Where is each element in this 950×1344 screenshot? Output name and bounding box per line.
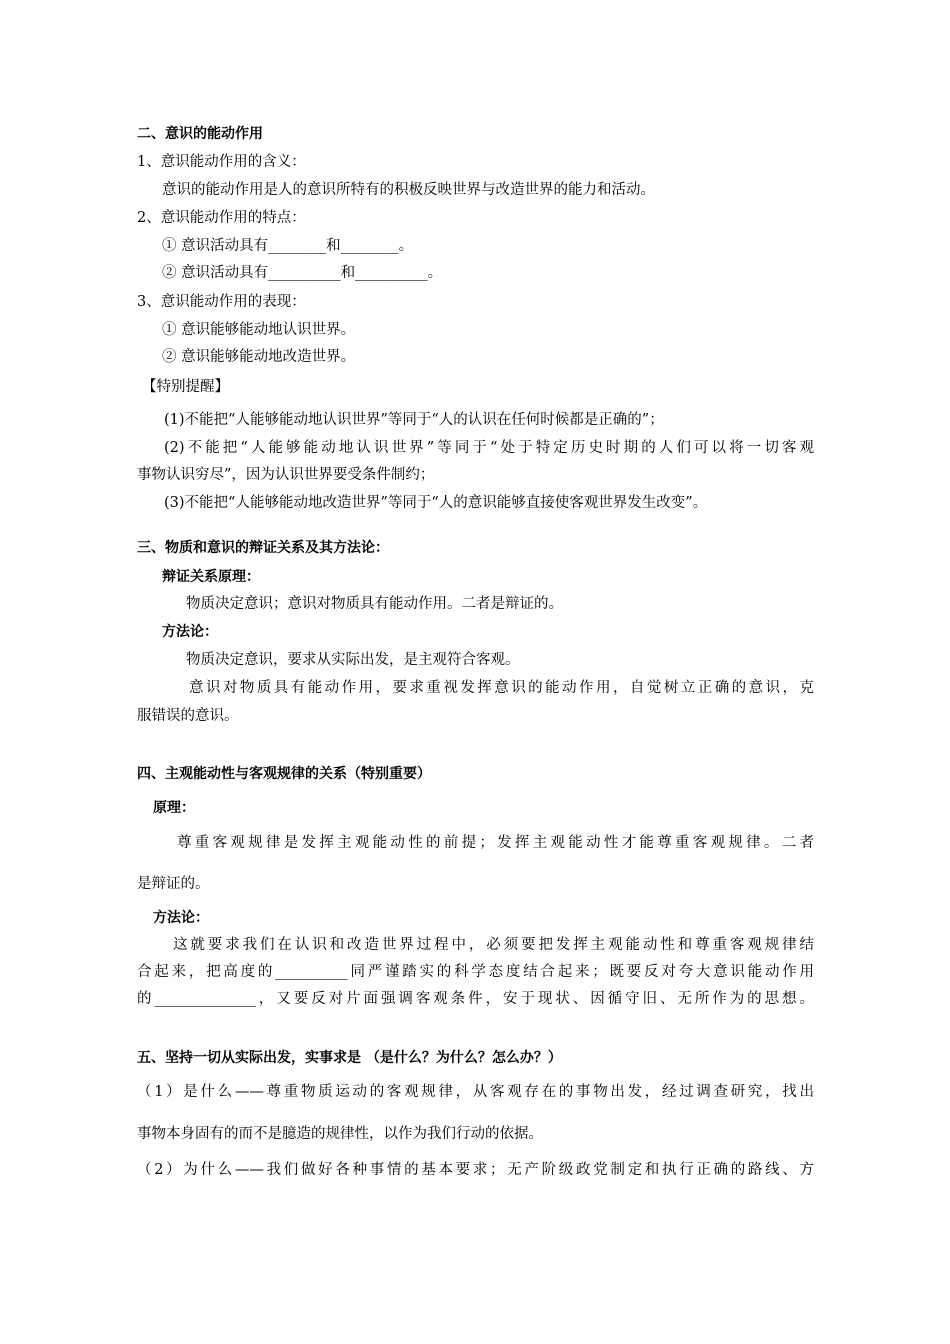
- item-1-label: 1、意识能动作用的含义：: [137, 154, 306, 170]
- reminder-2-line-1: (2)不能把“人能够能动地认识世界”等同于“处于特定历史时期的人们可以将一切客观: [164, 440, 814, 456]
- section-4-method-line-2: 合起来，把高度的__________同严谨踏实的科学态度结合起来；既要反对夸大意识能动作用: [137, 964, 814, 980]
- section-3-method-label: 方法论：: [162, 624, 218, 640]
- reminder-1: (1)不能把“人能够能动地认识世界”等同于“人的认识在任何时候都是正确的”；: [164, 412, 664, 428]
- reminder-2-line-2: 事物认识穷尽”，因为认识世界要受条件制约；: [137, 467, 435, 483]
- item-3b: ② 意识能够能动地改造世界。: [162, 349, 356, 365]
- section-5-item-1-line-1: （1）是什么——尊重物质运动的客观规律，从客观存在的事物出发，经过调查研究，找出: [137, 1084, 814, 1100]
- section-4-heading: 四、主观能动性与客观规律的关系（特别重要）: [137, 766, 431, 782]
- section-5-heading: 五、坚持一切从实际出发，实事求是 （是什么？为什么？怎么办？）: [137, 1050, 562, 1066]
- reminder-label: 【特别提醒】: [142, 379, 229, 395]
- section-3-method-2-line-2: 服错误的意识。: [137, 708, 239, 724]
- section-5-item-2-line-1: （2）为什么——我们做好各种事情的基本要求；无产阶级政党制定和执行正确的路线、方: [137, 1162, 814, 1178]
- section-4-method-line-1: 这就要求我们在认识和改造世界过程中，必须要把发挥主观能动性和尊重客观规律结: [173, 937, 814, 953]
- section-3-principle-text: 物质决定意识；意识对物质具有能动作用。二者是辩证的。: [186, 596, 563, 612]
- reminder-3: (3)不能把“人能够能动地改造世界”等同于“人的意识能够直接使客观世界发生改变”。: [164, 495, 708, 511]
- section-4-principle-line-1: 尊重客观规律是发挥主观能动性的前提；发挥主观能动性才能尊重客观规律。二者: [177, 835, 814, 851]
- item-3-label: 3、意识能动作用的表现：: [137, 294, 306, 310]
- item-1-text: 意识的能动作用是人的意识所特有的积极反映世界与改造世界的能力和活动。: [162, 182, 655, 198]
- section-3-principle-label: 辩证关系原理：: [162, 569, 260, 585]
- section-2-heading: 二、意识的能动作用: [137, 126, 263, 142]
- item-2-label: 2、意识能动作用的特点：: [137, 210, 306, 226]
- section-4-method-label: 方法论：: [153, 910, 209, 926]
- section-4-principle-label: 原理：: [153, 800, 195, 816]
- section-3-method-1: 物质决定意识，要求从实际出发，是主观符合客观。: [186, 652, 520, 668]
- item-2a: ① 意识活动具有________和________。: [162, 238, 414, 254]
- section-5-item-1-line-2: 事物本身固有的而不是臆造的规律性，以作为我们行动的依据。: [137, 1126, 543, 1142]
- section-3-method-2-line-1: 意识对物质具有能动作用，要求重视发挥意识的能动作用，自觉树立正确的意识，克: [189, 680, 814, 696]
- item-3a: ① 意识能够能动地认识世界。: [162, 322, 356, 338]
- item-2b: ② 意识活动具有__________和__________。: [162, 265, 443, 281]
- section-4-method-line-3: 的______________，又要反对片面强调客观条件，安于现状、因循守旧、无所作为的思想。: [137, 991, 814, 1007]
- section-4-principle-line-2: 是辩证的。: [137, 876, 210, 892]
- section-3-heading: 三、物质和意识的辩证关系及其方法论：: [137, 540, 389, 556]
